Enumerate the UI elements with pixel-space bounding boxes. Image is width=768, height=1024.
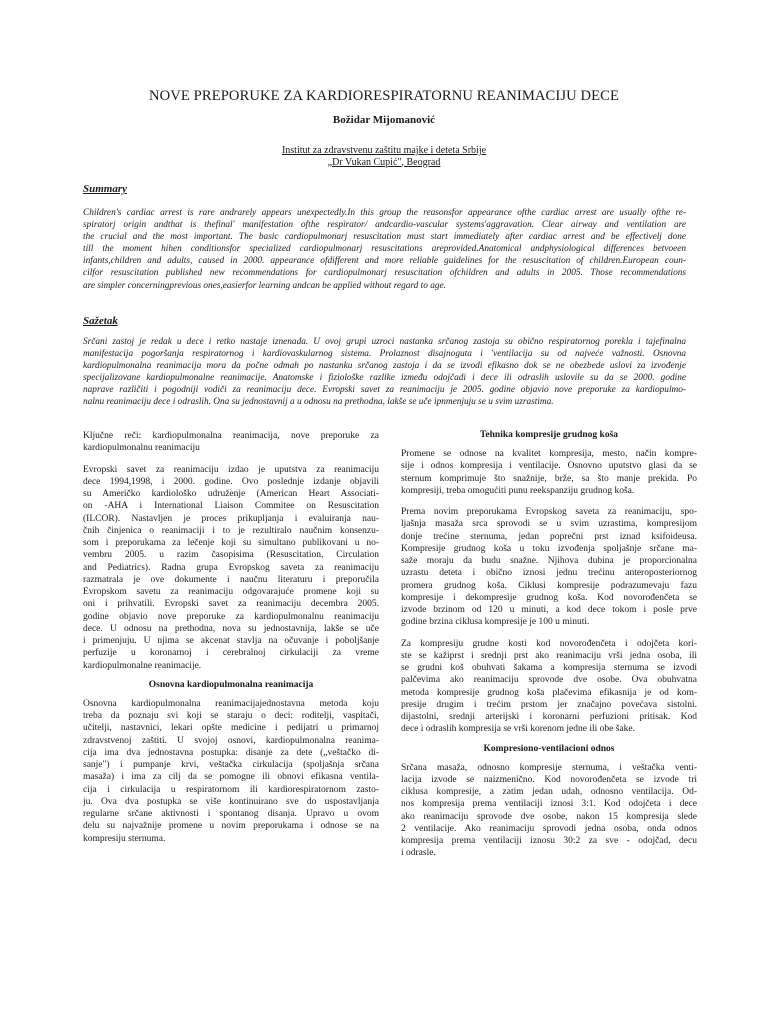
text-line: kompresije i dekompresije grudnog koša. Kod novorođenčeta se [401, 592, 697, 603]
text-line: manifestacija pogoršanja respiratornog i kardiovaskularnog sistema. Prolaznost disajnoguta i 'ventilacija su od najveće važnosti. Osnovna [83, 349, 686, 360]
text-line: godine brzina ciklusa kompresije je 100 u minuti. [401, 617, 590, 628]
text-line: 2 ventilacije. Ako reanimaciju sprovodi jedna osoba, onda odnos [401, 823, 697, 834]
text-line: ako reanimaciju sprovode dve osobe, nakon 15 kompresija slede [401, 811, 697, 822]
institution-line-2: „Dr Vukan Cupić", Beograd [327, 156, 441, 168]
text-line: infants,children and adults, caused in 2000. appearance ofdifferent and more reliable guidelines for the resuscitation of children.European coun- [83, 256, 686, 267]
right-column [401, 428, 697, 860]
text-line: Srčana masaža, odnosno kompresije sternuma, i veštačka venti- [401, 762, 697, 773]
text-line: Promene se odnose na kvalitet kompresija, mesto, način kompre- [401, 449, 697, 459]
text-line: Kompresije grudnog koša u toku izvođenja spoljašnje srčane ma- [401, 543, 697, 554]
text-line: are simpler concerningprevious ones,easierfor learning andcan be applied without regard to age. [83, 280, 446, 291]
text-line: sije i odnos kompresija i ventilacije. Osnovno uputstvo glasi da se [401, 461, 697, 472]
text-line: i primenjuju. U njima se akcenat stavlja na očuvanje i poboljšanje [83, 636, 379, 646]
section-subheading: Tehnika kompresije grudnog koša [479, 430, 619, 440]
text-line: nalnu reanimaciju dece i odraslih. Ona su jednostavnij a u odnosu na prethodna, lakše se uče ipnmenjuju se u svim uzrastima. [83, 397, 554, 408]
text-line: oni i prihvatili. Evropski savet za reanimaciju decembra 2005. [83, 599, 379, 610]
text-line: učitelji, nastavnici, lekari opšte medicine i pedijatri u primarnoj [83, 723, 379, 734]
text-line: nos kompresija prema ventilaciji iznosi 3:1. Kod odojčeta i dece [401, 799, 697, 810]
text-line: Ključne reči: kardiopulmonalna reanimacija, nove preporuke za [83, 431, 379, 441]
text-line: dece 1994,1998, i 2000. godine. Ovo poslednje izdanje objavili [83, 476, 379, 487]
section-subheading: Kompresiono-ventilacioni odnos [483, 743, 615, 754]
text-line: specijalizovane kardiopulmonalne reanimacije. Anatomske i fiziološke razlike između odojčadi i dece ili odraslih uslovile su da se 2000. godine [83, 373, 686, 384]
sazetak-abstract [83, 336, 686, 409]
text-line: kardiopulmonalna reanimacija mora da počne odmah po nastanku srčanog zastoja i da se izvodi efikasno dok se ne obezbede uslovi za izvođenje [83, 361, 686, 372]
text-line: su Američko kardiološko udruženje (American Heart Associati- [83, 489, 379, 499]
text-line: saže moraju da budu snažne. Njihova dubina je proporcionalna [401, 556, 697, 566]
text-line: and Pediatrics). Radna grupa Evropskog saveta za reanimaciju [83, 562, 379, 573]
text-line: on -AHA i International Liaison Commitee on Resuscitation [83, 501, 379, 512]
text-line: kardiopulmonalnu reanimaciju [83, 443, 200, 454]
text-line: zdravstvenoj zaštiti. U svojoj osnovi, kardiopulmonalna reanima- [83, 735, 379, 746]
text-line: Za kompresiju grudne kosti kod novorođenčeta i odojčeta kori- [401, 638, 697, 649]
text-line: ste se kažiprst i srednji prst ako reanimaciju vrši jedna osoba, ili [401, 650, 697, 661]
text-line: regularne srčane aktivnosti i spontanog disanja. Upravo u ovom [83, 809, 379, 819]
text-line: čnih činjenica o reanimaciji i to je rezultiralo naučnim konsenzu- [83, 525, 379, 536]
text-line: spiratorj origin andthat is thefinal' manifestation ofthe respirator/ andcardio-vascular systems'aggravation. Clear airway and ventilation are [83, 220, 686, 231]
paper-title: NOVE PREPORUKE ZA KARDIORESPIRATORNU REANIMACIJU DECE [148, 88, 620, 104]
summary-heading: Summary [83, 183, 128, 195]
text-line: Evropskom savetu za reanimaciju odgovarajuće promene koji su [83, 587, 379, 597]
sazetak-heading: Sažetak [83, 315, 118, 327]
text-line: cija ima dva jednostavna postupka: disanje za dete („veštačko di- [83, 747, 379, 758]
text-line: metoda kompresije grudnog koša plačevima efikasnija je od kom- [401, 687, 697, 698]
text-line: Srčani zastoj je redak u dece i retko nastaje iznenada. U ovoj grupi uzroci nastanka srčanog zastoja su obično respiratornog porekla i tajefinalna [83, 337, 686, 347]
text-line: donje trećine sternuma, jedan poprečni prst iznad ksifoideusa. [401, 531, 697, 542]
text-line: dijastolni, srednji arterijski i koronarni perfuzioni pritisak. Kod [401, 712, 697, 722]
text-line: dece i odraslih kompresija se vrši korenom jedne ili obe šake. [401, 724, 636, 735]
text-line: i odrasle. [401, 848, 436, 859]
text-line: Children's cardiac arrest is rare andrarely appears unexpectedly.In this group the reasonsfor appearance ofthe cardiac arrest are usually ofthe re- [83, 208, 686, 218]
text-line: delu su najvažnije promene u novim preporukama i odnose se na [83, 821, 379, 832]
text-line: izvode brzinom od 120 u minuti, a kod dece tokom i posle prve [401, 605, 697, 615]
text-line: till the moment hihen conditionsfor specialized cardiopulmonarj resuscitations areprovided.Anatomical andphysiological differences betvoeen [83, 244, 686, 255]
text-line: promera grudnog koša. Ciklusi kompresije podrazumevaju fazu [401, 580, 697, 591]
text-line: razmatrala je ove dokumente i naučnu literaturu i preporučila [83, 574, 379, 585]
text-line: sternum komprimuje što snažnije, brže, sa što manje prekida. Po [401, 473, 697, 484]
text-line: sanje") i pumpanje krvi, veštačka cirkulacija (spoljašnja srčana [83, 760, 379, 770]
text-line: ljašnja masaža srca sprovodi se u svim uzrastima, kompresijom [401, 519, 697, 530]
text-line: presije drugim i trećim prstom jer značajno povećava sistolni. [401, 699, 697, 710]
left-column [83, 430, 379, 845]
text-line: naprave različiti i pogodniji vodiči za reanimaciju dece. Evropski savet za reanimaciju je 2005. godine objavio nove preporuke za kardiopulmo- [83, 385, 686, 396]
text-line: ciklusa kompresije, a zatim jedan udah, odnosno ventilacija. Od- [401, 787, 697, 797]
text-line: Prema novim preporukama Evropskog saveta za reanimaciju, spo- [401, 507, 697, 517]
text-line: palčevima ako reanimaciju sprovode dve osobe. Ova obuhvatna [401, 675, 697, 686]
summary-abstract [83, 207, 686, 292]
text-line: godine objavio nove preporuke za kardiopulmonalnu reanimaciju [83, 611, 379, 622]
institution [0, 145, 768, 168]
institution-line-1: Institut za zdravstvenu zaštitu majke i deteta Srbije [281, 145, 487, 156]
text-line: vembru 2005. u razim časopisima (Resuscitation, Circulation [83, 550, 379, 561]
text-line: treba da poznaju svi koji se staraju o deci: roditelji, vaspitači, [83, 711, 379, 721]
text-line: lacija izvode se naizmenično. Kod novorođenčeta se izvode tri [401, 774, 697, 785]
text-line: Osnovna kardiopulmonalna reanimacijajednostavna metoda koju [83, 698, 379, 709]
text-line: kompresija prema ventilaciji iznosu 30:2 za sve - odojčad, decu [401, 836, 697, 846]
text-line: uzrastu deteta i obično iznosi jednu trećinu anteroposteriornog [401, 568, 697, 579]
text-line: se grudni koš obuhvati šakama a kompresija sternuma se izvodi [401, 663, 697, 673]
text-line: som i preporukama za lečenje koji su simultano publikovani u no- [83, 538, 379, 548]
author-name: Božidar Mijomanović [332, 114, 436, 126]
text-line: kompresiji, treba omogućiti punu reekspanziju grudnog koša. [401, 485, 635, 496]
text-line: kardiopulmonalne reanimacije. [83, 660, 202, 671]
text-line: (ILCOR). Nastavljen je proces prikupljanja i evaluiranja nau- [83, 513, 379, 524]
text-line: cija i cirkulacija u respiratornom ili kardiorespiratornom zasto- [83, 784, 379, 795]
text-line: kompresiju sternuma. [83, 833, 166, 844]
text-line: dece. U odnosu na prethodna, nova su jednostavnija, lakše se uče [83, 623, 379, 634]
text-line: ju. Ova dva postupka se više kontinuirano sve do uspostavljanja [83, 796, 379, 807]
text-line: perfuzije u koronarnoj i cerebralnoj cirkulaciji za vreme [83, 648, 379, 659]
text-line: Evropski savet za reanimaciju izdao je uputstva za reanimaciju [83, 464, 379, 475]
text-line: masaža) i ima za cilj da se pomogne ili obnovi efikasna ventila- [83, 772, 379, 783]
section-subheading: Osnovna kardiopulmonalna reanimacija [148, 679, 314, 690]
text-line: cilfor resuscitation published new recommendations for cardiopulmonarj resuscitation ofchildren and adults in 2005. Those recommendations [83, 268, 686, 279]
text-line: the crucial and the most important. The basic cardiopulmonarj resuscitation must start immediately after cardiac arrest and be effectivelj done [83, 232, 686, 243]
